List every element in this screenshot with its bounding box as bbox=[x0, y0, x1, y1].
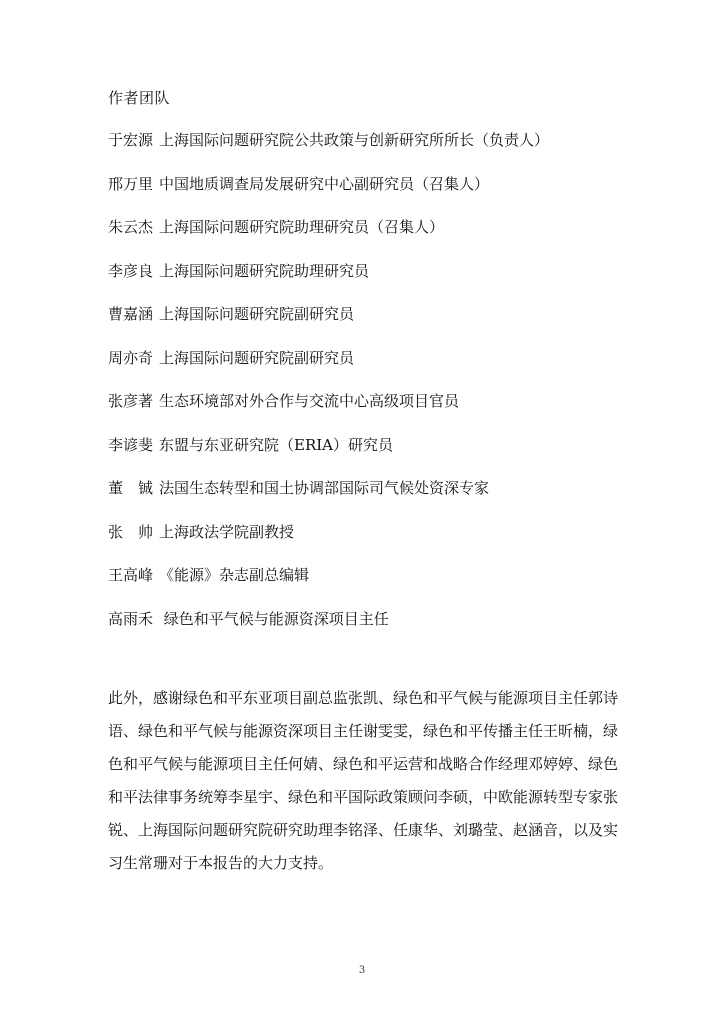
author-name: 王高峰 bbox=[108, 566, 154, 584]
author-name: 董 铖 bbox=[108, 479, 154, 497]
author-role: 《能源》杂志副总编辑 bbox=[159, 566, 310, 584]
acknowledgement-paragraph: 此外，感谢绿色和平东亚项目副总监张凯、绿色和平气候与能源项目主任郭诗语、绿色和平气候与能源资深项目主任谢雯雯，绿色和平传播主任王昕楠，绿色和平气候与能源项目主任何婧、绿色和平运营和战略合作经理邓婷婷、绿色和平法律事务统筹李星宇、绿色和平国际政策顾问李硕，中欧能源转型专家张锐、上海国际问题研究院研究助理李铭泽、任康华、刘璐莹、赵涵音，以及实习生常珊对于本报告的大力支持。 bbox=[108, 689, 619, 872]
author-entry bbox=[108, 128, 668, 172]
author-entry bbox=[108, 476, 668, 520]
author-role: 法国生态转型和国土协调部国际司气候处资深专家 bbox=[159, 479, 490, 497]
author-role: 上海国际问题研究院助理研究员 bbox=[159, 261, 370, 280]
author-name: 邢万里 bbox=[108, 174, 154, 193]
author-entry bbox=[108, 389, 668, 433]
author-name: 张彦著 bbox=[108, 392, 154, 410]
author-role: 上海国际问题研究院副研究员 bbox=[159, 348, 355, 367]
author-name: 李彦良 bbox=[108, 261, 154, 280]
author-name: 张 帅 bbox=[108, 522, 154, 541]
author-entry bbox=[108, 302, 668, 346]
section-heading: 作者团队 bbox=[108, 89, 171, 107]
author-role: 上海国际问题研究院助理研究员（召集人） bbox=[159, 218, 445, 236]
author-entry bbox=[108, 346, 668, 390]
author-name: 周亦奇 bbox=[108, 348, 154, 367]
author-entry bbox=[108, 563, 668, 607]
author-entry bbox=[108, 259, 668, 303]
author-role: 绿色和平气候与能源资深项目主任 bbox=[159, 609, 389, 628]
author-role: 上海政法学院副教授 bbox=[159, 522, 295, 541]
author-entry bbox=[108, 172, 668, 216]
author-entry bbox=[108, 215, 668, 259]
author-name: 曹嘉涵 bbox=[108, 305, 154, 323]
author-name: 朱云杰 bbox=[108, 218, 154, 236]
author-role: 生态环境部对外合作与交流中心高级项目官员 bbox=[159, 392, 460, 410]
author-name: 李谚斐 bbox=[108, 435, 154, 454]
author-entry bbox=[108, 520, 668, 564]
author-role: 东盟与东亚研究院（ERIA）研究员 bbox=[159, 435, 394, 454]
author-entry bbox=[108, 433, 668, 477]
author-role: 上海国际问题研究院副研究员 bbox=[159, 305, 355, 323]
author-role: 上海国际问题研究院公共政策与创新研究所所长（负责人） bbox=[159, 131, 550, 149]
author-role: 中国地质调查局发展研究中心副研究员（召集人） bbox=[159, 174, 490, 193]
author-name: 高雨禾 bbox=[108, 609, 154, 628]
author-entry bbox=[108, 607, 668, 651]
author-name: 于宏源 bbox=[108, 131, 154, 149]
author-list bbox=[108, 128, 668, 650]
page-number: 3 bbox=[358, 965, 366, 976]
